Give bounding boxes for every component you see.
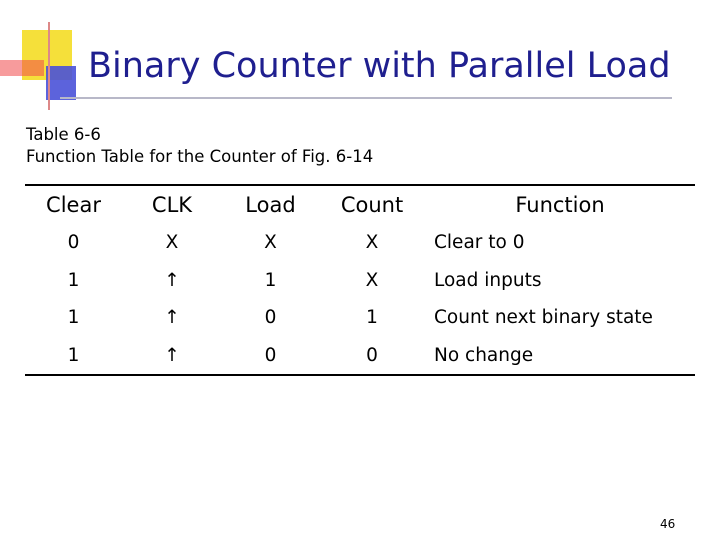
- caption-table-number: Table 6-6: [26, 125, 101, 144]
- cell-load: X: [264, 232, 277, 254]
- header-clk: CLK: [151, 193, 193, 217]
- cell-load: 0: [264, 344, 277, 366]
- blue-square: [46, 66, 76, 100]
- cell-count: 0: [366, 344, 378, 366]
- cell-clk: X: [165, 232, 179, 254]
- caption-description: Function Table for the Counter of Fig. 6-14: [26, 147, 374, 166]
- title-underline: [60, 97, 672, 99]
- table-row: [25, 224, 695, 262]
- page-number: 46: [660, 517, 676, 531]
- table-row: [25, 337, 695, 376]
- cell-clk: ↑: [164, 269, 180, 291]
- cell-count: X: [365, 232, 379, 254]
- cell-count: 1: [366, 307, 378, 329]
- cell-clk: ↑: [164, 344, 180, 366]
- cell-clear: 1: [67, 307, 80, 329]
- header-clear: Clear: [46, 193, 101, 217]
- cell-clear: 1: [67, 269, 80, 291]
- cell-clear: 1: [67, 344, 80, 366]
- table-row: [25, 299, 695, 337]
- cell-function: Load inputs: [434, 269, 542, 291]
- cell-load: 0: [264, 307, 277, 329]
- cell-function: Clear to 0: [434, 232, 525, 254]
- cell-count: X: [365, 269, 379, 291]
- cell-clk: ↑: [164, 307, 180, 329]
- header-count: Count: [340, 193, 404, 217]
- table-caption: [26, 124, 373, 168]
- cell-load: 1: [264, 269, 277, 291]
- cell-function: No change: [434, 344, 534, 366]
- corner-decoration: [0, 0, 90, 110]
- table-row: [25, 262, 695, 300]
- cell-clear: 0: [67, 232, 80, 254]
- red-streak: [0, 60, 44, 76]
- cell-function: Count next binary state: [434, 307, 653, 329]
- slide-title: Binary Counter with Parallel Load: [88, 46, 671, 86]
- header-load: Load: [245, 193, 296, 217]
- header-function: Function: [515, 193, 605, 217]
- function-table: [25, 184, 695, 376]
- table-header-row: [25, 185, 695, 224]
